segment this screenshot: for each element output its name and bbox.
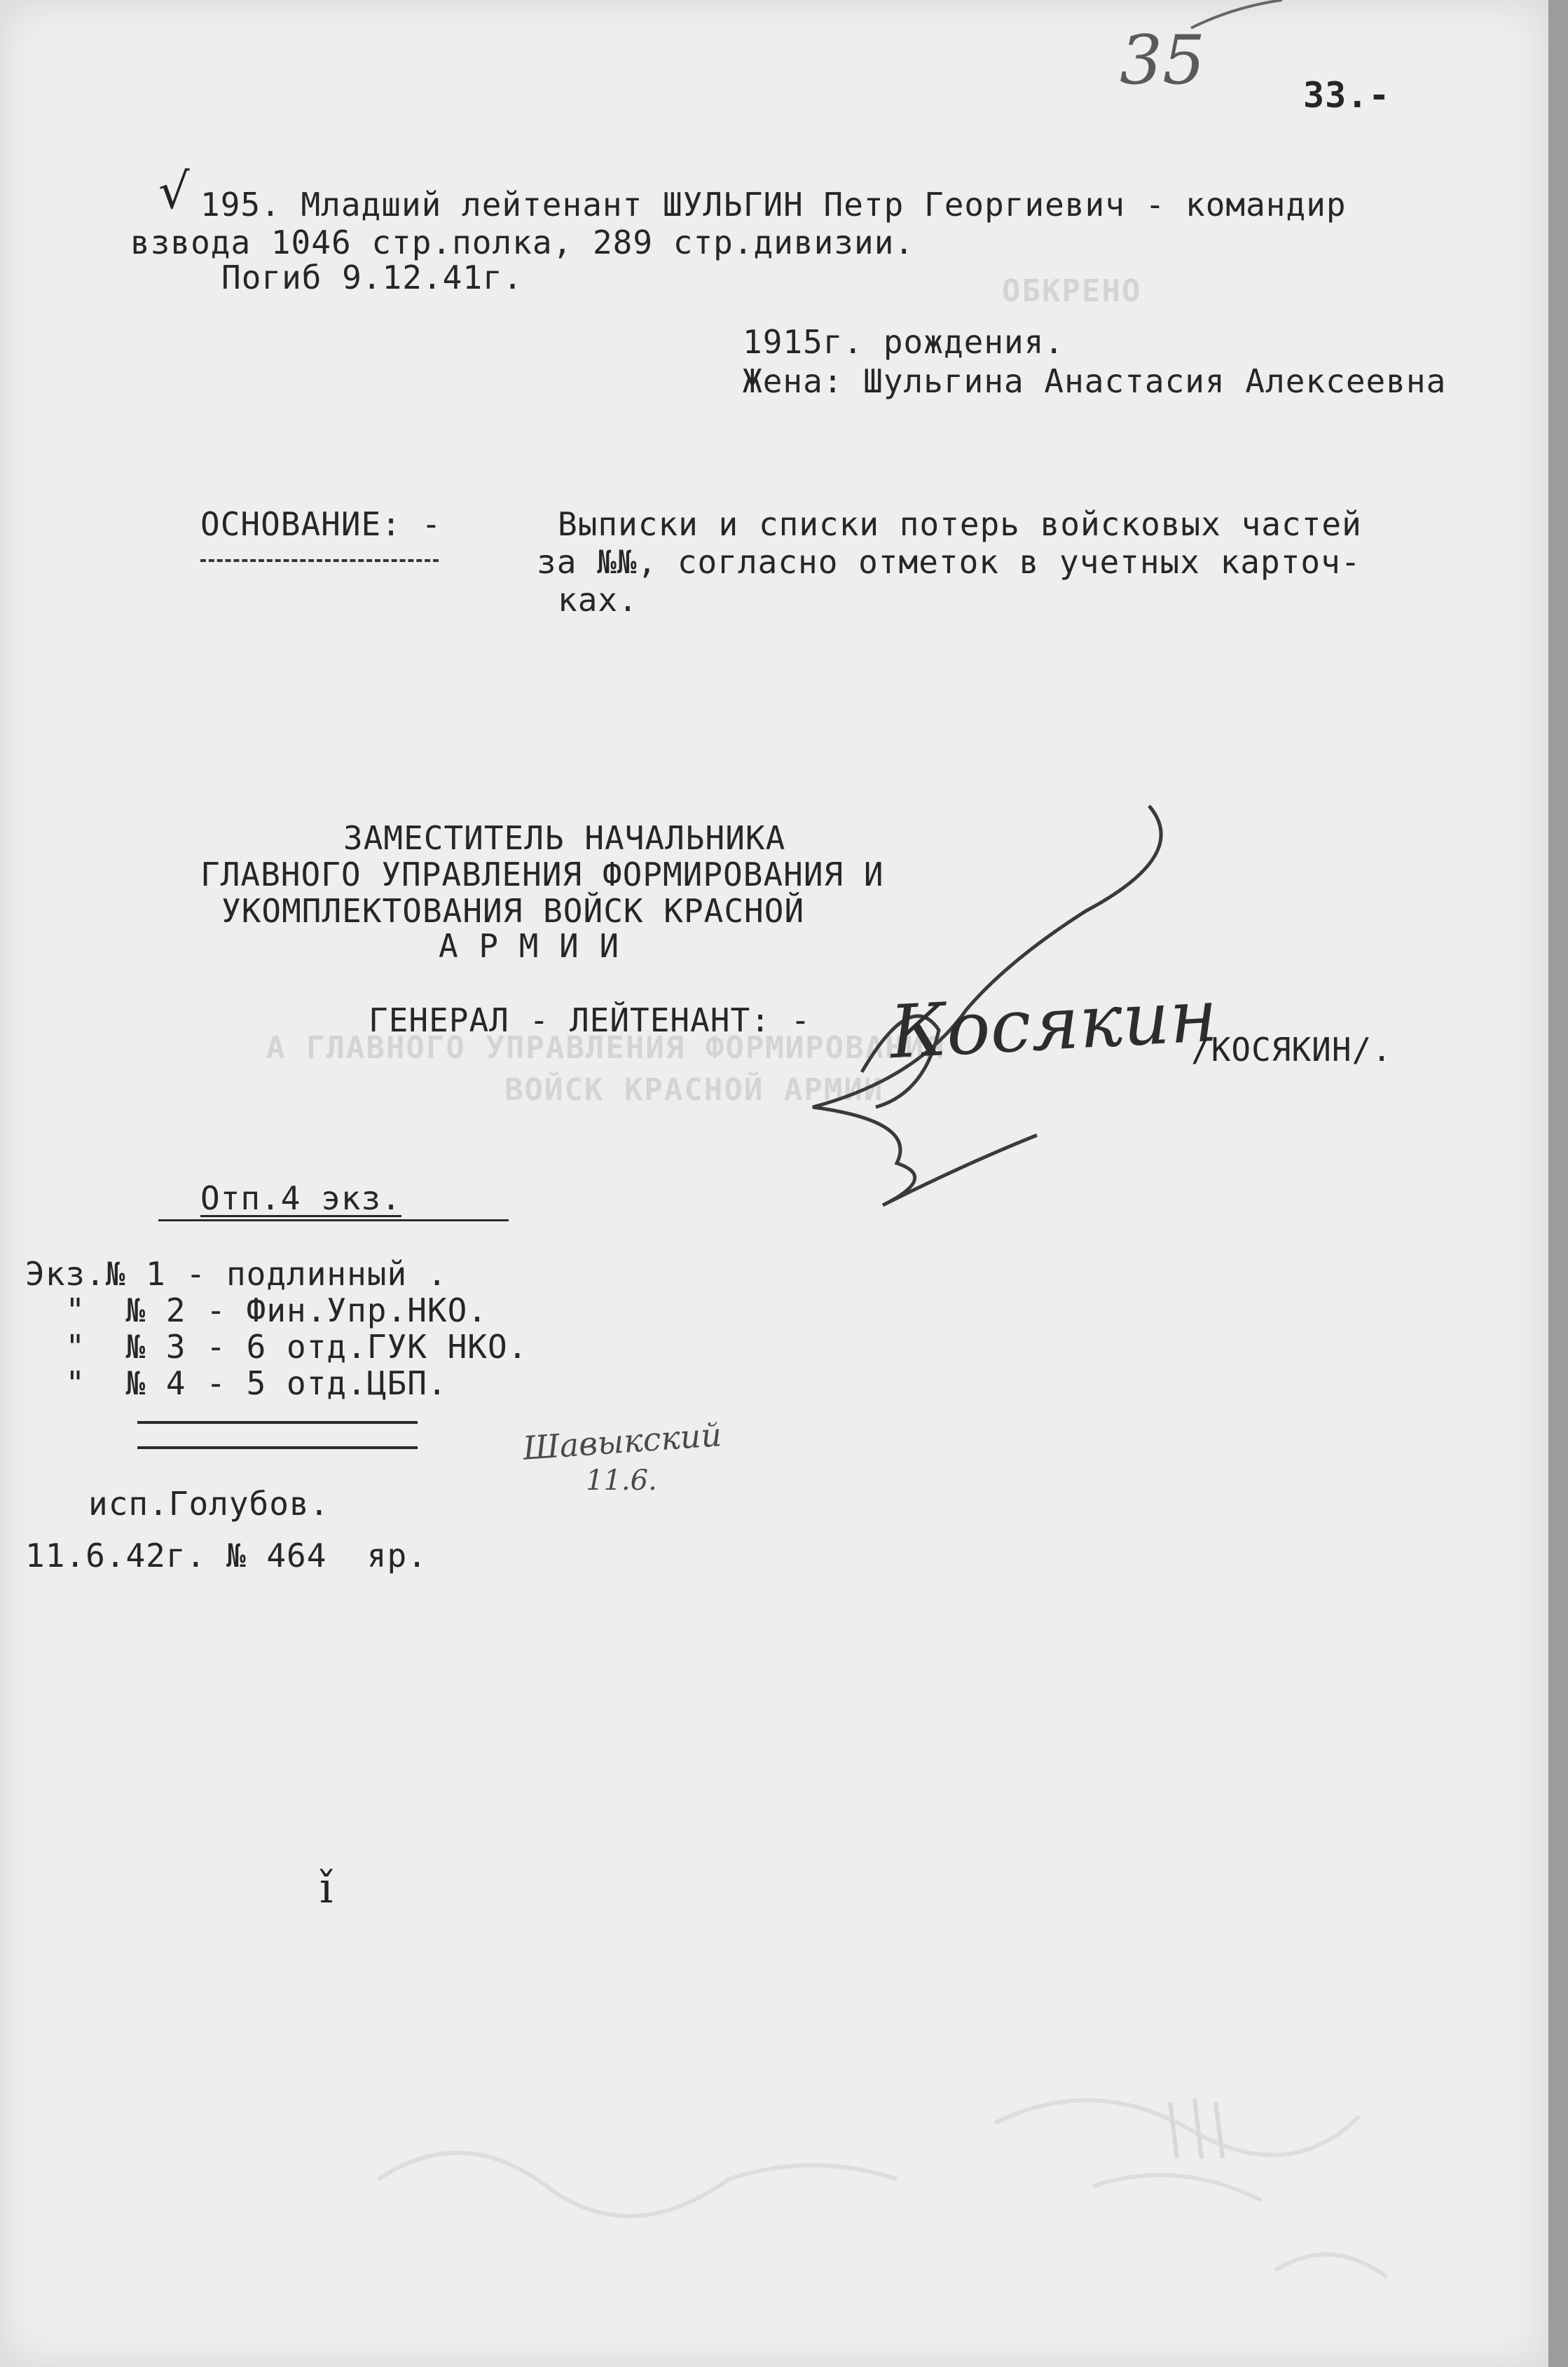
distribution-copy-4: " № 4 - 5 отд.ЦБП. bbox=[25, 1364, 448, 1402]
distribution-copy-1: Экз.№ 1 - подлинный . bbox=[25, 1255, 448, 1293]
signatory-title-3: УКОМПЛЕКТОВАНИЯ ВОЙСК КРАСНОЙ bbox=[221, 892, 805, 930]
signatory-title-1: ЗАМЕСТИТЕЛЬ НАЧАЛЬНИКА bbox=[343, 819, 786, 857]
signatory-name: /КОСЯКИН/. bbox=[1191, 1031, 1392, 1069]
sheet-number: 33.- bbox=[1303, 75, 1391, 116]
stray-mark: ǐ bbox=[319, 1864, 333, 1913]
bleed-through-handwriting bbox=[364, 2060, 1415, 2298]
distribution-copy-2: " № 2 - Фин.Упр.НКО. bbox=[25, 1291, 488, 1329]
check-mark: √ bbox=[158, 163, 190, 220]
distribution-header: Отп.4 экз. bbox=[200, 1179, 401, 1217]
signature: Косякин bbox=[888, 972, 1220, 1076]
date-and-number: 11.6.42г. № 464 яр. bbox=[25, 1537, 427, 1574]
basis-label-underline bbox=[200, 559, 439, 562]
distribution-rule bbox=[158, 1219, 509, 1221]
basis-line-3: ках. bbox=[558, 581, 638, 619]
distribution-double-rule-top bbox=[137, 1421, 418, 1424]
record-wife: Жена: Шульгина Анастасия Алексеевна bbox=[743, 362, 1447, 400]
executor: исп.Голубов. bbox=[88, 1485, 330, 1523]
page-edge-shadow bbox=[1548, 0, 1568, 2367]
handwritten-note-name: Шавыкский bbox=[521, 1415, 723, 1467]
archive-number-stroke bbox=[1191, 0, 1331, 42]
basis-label: ОСНОВАНИЕ: - bbox=[200, 505, 442, 543]
signatory-title-2: ГЛАВНОГО УПРАВЛЕНИЯ ФОРМИРОВАНИЯ И bbox=[200, 856, 884, 893]
record-line-3: Погиб 9.12.41г. bbox=[221, 259, 523, 296]
bleed-through-mark: ОБКРЕНО bbox=[1002, 273, 1142, 309]
handwritten-note-date: 11.6. bbox=[586, 1464, 657, 1497]
record-birth: 1915г. рождения. bbox=[743, 323, 1065, 361]
distribution-copy-3: " № 3 - 6 отд.ГУК НКО. bbox=[25, 1328, 528, 1366]
basis-line-1: Выписки и списки потерь войсковых частей bbox=[558, 505, 1362, 543]
archive-number: 35 bbox=[1120, 21, 1206, 100]
basis-line-2: за №№, согласно отметок в учетных карточ- bbox=[537, 543, 1361, 581]
signatory-rank: ГЕНЕРАЛ - ЛЕЙТЕНАНТ: - bbox=[369, 1001, 811, 1039]
record-line-2: взвода 1046 стр.полка, 289 стр.дивизии. bbox=[130, 224, 915, 261]
distribution-double-rule-bottom bbox=[137, 1446, 418, 1449]
record-line-1: 195. Младший лейтенант ШУЛЬГИН Петр Георгиевич - командир bbox=[200, 186, 1347, 224]
bleed-through-mark: А ГЛАВНОГО УПРАВЛЕНИЯ ФОРМИРОВАНИЯ bbox=[266, 1030, 945, 1066]
bleed-through-mark: ВОЙСК КРАСНОЙ АРМИИ bbox=[504, 1072, 884, 1108]
signatory-title-4: А Р М И И bbox=[439, 927, 620, 965]
